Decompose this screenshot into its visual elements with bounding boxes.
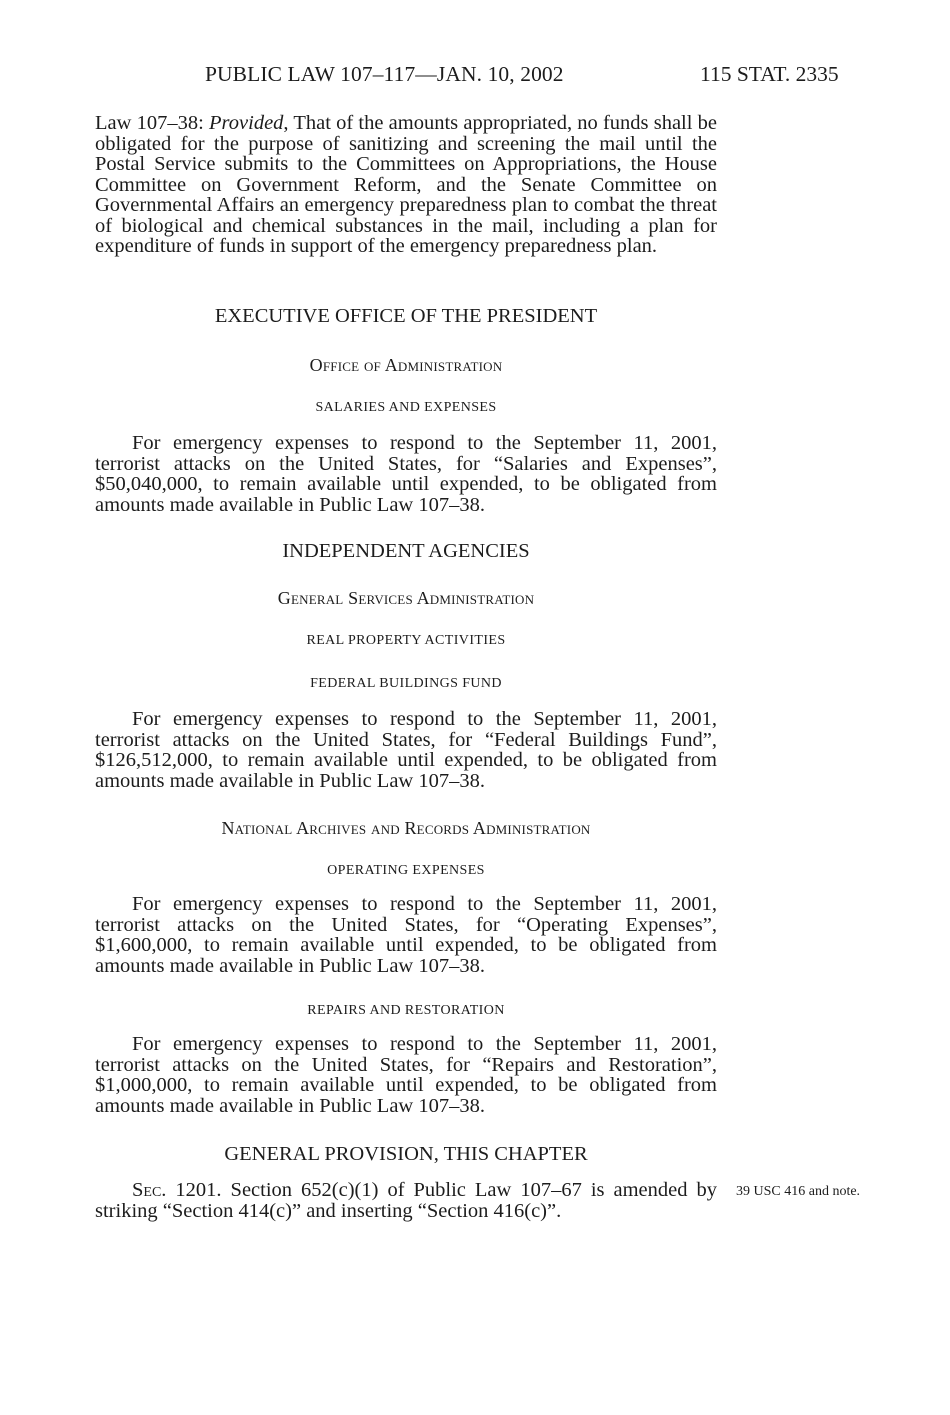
salaries-expenses-heading: SALARIES AND EXPENSES (315, 400, 497, 415)
executive-office-heading: EXECUTIVE OFFICE OF THE PRESIDENT (214, 305, 598, 327)
intro-lead: Law 107–38: (95, 112, 210, 134)
provided-term: Provided (209, 112, 284, 134)
gsa-heading: General Services Administration (277, 588, 535, 608)
margin-note: 39 USC 416 and note. (736, 1184, 861, 1199)
section-text: Section 652(c)(1) of Public Law 107–67 is amended by striking “Section 414(c)” and inserting “Section 416(c)”. (95, 1179, 717, 1222)
intro-rest: , That of the amounts appropriated, no funds shall be obligated for the purpose of sanitizing and screening the mail until the Postal Service submits to the Committees on Appropriations, the House Committee on Government Reform, and the Senate Committee on Governmental Affairs an emergency preparedness plan to combat the threat of biological and chemical substances in the mail, including a plan for expenditure of funds in support of the emergency preparedness plan. (95, 112, 717, 257)
federal-buildings-paragraph: For emergency expenses to respond to the September 11, 2001, terrorist attacks on the United States, for “Federal Buildings Fund”, $126,512,000, to remain available until expended, to be obligated from amounts made available in Public Law 107–38. (95, 708, 717, 792)
intro-paragraph (95, 113, 717, 257)
repairs-restoration-heading: REPAIRS AND RESTORATION (307, 1003, 505, 1018)
salaries-paragraph: For emergency expenses to respond to the September 11, 2001, terrorist attacks on the United States, for “Salaries and Expenses”, $50,040,000, to remain available until expended, to be obligated from amounts made available in Public Law 107–38. (95, 432, 717, 516)
real-property-heading: REAL PROPERTY ACTIVITIES (306, 633, 506, 648)
operating-expenses-heading: OPERATING EXPENSES (327, 863, 485, 878)
statute-reference: 115 STAT. 2335 (700, 62, 839, 86)
running-head: PUBLIC LAW 107–117—JAN. 10, 2002 (205, 62, 564, 86)
section-1201-paragraph (95, 1180, 717, 1221)
repairs-paragraph: For emergency expenses to respond to the September 11, 2001, terrorist attacks on the United States, for “Repairs and Restoration”, $1,000,000, to remain available until expended, to be obligated from amounts made available in Public Law 107–38. (95, 1033, 717, 1117)
general-provision-heading: GENERAL PROVISION, THIS CHAPTER (224, 1143, 588, 1165)
nara-heading: National Archives and Records Administration (221, 818, 591, 838)
independent-agencies-heading: INDEPENDENT AGENCIES (282, 540, 530, 562)
operating-paragraph: For emergency expenses to respond to the September 11, 2001, terrorist attacks on the United States, for “Operating Expenses”, $1,600,000, to remain available until expended, to be obligated from amounts made available in Public Law 107–38. (95, 893, 717, 977)
section-number: Sec. 1201. (132, 1179, 222, 1201)
federal-buildings-fund-heading: FEDERAL BUILDINGS FUND (310, 676, 502, 691)
office-administration-heading: Office of Administration (309, 355, 503, 375)
